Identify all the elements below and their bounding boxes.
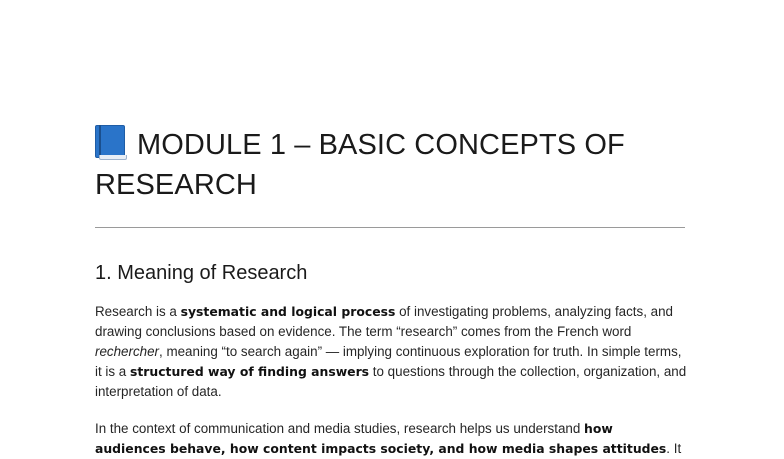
- text-run: Research is a: [95, 304, 181, 319]
- bold-run: structured way of finding answers: [129, 364, 370, 379]
- module-title: [95, 125, 687, 205]
- paragraph-meaning: [95, 302, 687, 402]
- paragraph-context: [95, 419, 687, 459]
- module-title-text: MODULE 1 – BASIC CONCEPTS OF RESEARCH: [95, 129, 625, 201]
- document-content: [95, 125, 687, 459]
- text-run: In the context of communication and media studies, research helps us understand: [95, 421, 585, 436]
- text-run: of investigating problems, analyzing facts, and drawing conclusions based on evidence. The term “research” comes from the French word: [95, 304, 673, 339]
- blue-book-icon: [95, 125, 125, 159]
- bold-run: how audiences behave, how content impacts society, and how media shapes attitudes: [95, 421, 667, 456]
- text-run: to questions through the collection, organization, and interpretation of data.: [95, 364, 687, 399]
- text-run: . It: [666, 441, 682, 456]
- text-run: , meaning “to search again” — implying continuous exploration for truth. In simple terms, it is a: [95, 344, 682, 379]
- italic-run: rechercher: [95, 344, 160, 359]
- title-divider: [95, 227, 685, 228]
- section-heading: 1. Meaning of Research: [95, 262, 308, 284]
- bold-run: systematic and logical process: [180, 304, 396, 319]
